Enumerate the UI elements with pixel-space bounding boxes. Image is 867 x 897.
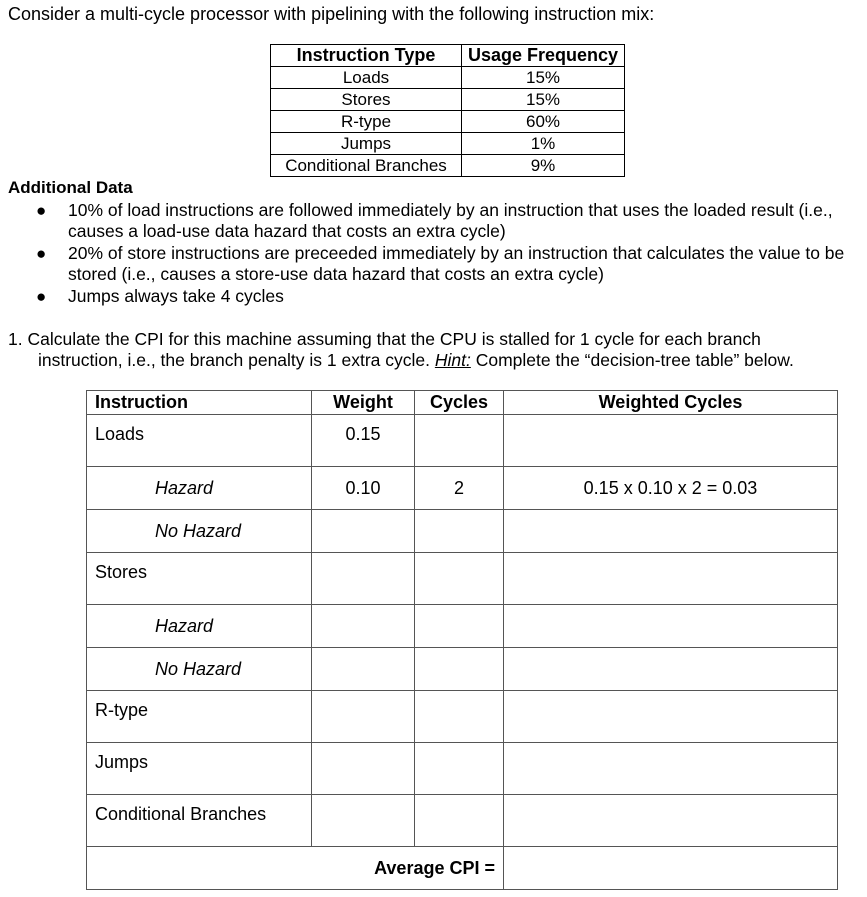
additional-data-list bbox=[36, 200, 856, 308]
cycles-cell[interactable] bbox=[415, 648, 504, 691]
weight-cell[interactable] bbox=[312, 553, 415, 605]
weight-cell[interactable] bbox=[312, 691, 415, 743]
weighted-cycles-cell[interactable] bbox=[504, 510, 838, 553]
cycles-cell[interactable] bbox=[415, 743, 504, 795]
instruction-cell: R-type bbox=[87, 691, 312, 743]
list-item bbox=[36, 243, 856, 285]
instruction-cell: Loads bbox=[87, 415, 312, 467]
table-header-row bbox=[87, 391, 838, 415]
table-row bbox=[87, 648, 838, 691]
instruction-cell: Conditional Branches bbox=[87, 795, 312, 847]
cycles-cell[interactable]: 2 bbox=[415, 467, 504, 510]
average-cpi-row bbox=[87, 847, 838, 890]
bullet-icon: ● bbox=[36, 287, 47, 306]
instruction-type-cell: Jumps bbox=[271, 133, 462, 155]
instruction-mix-table bbox=[270, 44, 625, 177]
usage-frequency-cell: 1% bbox=[462, 133, 625, 155]
cycles-cell[interactable] bbox=[415, 605, 504, 648]
bullet-text: Jumps always take 4 cycles bbox=[68, 286, 284, 306]
table-row bbox=[87, 415, 838, 467]
average-cpi-label: Average CPI = bbox=[87, 847, 504, 890]
hint-label: Hint: bbox=[434, 350, 471, 370]
cycles-cell[interactable] bbox=[415, 691, 504, 743]
header-usage-frequency: Usage Frequency bbox=[462, 45, 625, 67]
header-instruction-type: Instruction Type bbox=[271, 45, 462, 67]
header-weight: Weight bbox=[312, 391, 415, 415]
weighted-cycles-cell[interactable] bbox=[504, 553, 838, 605]
table-header-row bbox=[271, 45, 625, 67]
instruction-type-cell: R-type bbox=[271, 111, 462, 133]
bullet-icon: ● bbox=[36, 201, 47, 220]
average-cpi-value[interactable] bbox=[504, 847, 838, 890]
question-1 bbox=[8, 329, 858, 371]
cycles-cell[interactable] bbox=[415, 415, 504, 467]
table-row bbox=[271, 89, 625, 111]
weighted-cycles-cell[interactable] bbox=[504, 795, 838, 847]
instruction-cell: Jumps bbox=[87, 743, 312, 795]
cycles-cell[interactable] bbox=[415, 553, 504, 605]
table-row bbox=[271, 155, 625, 177]
header-weighted-cycles: Weighted Cycles bbox=[504, 391, 838, 415]
instruction-cell: No Hazard bbox=[87, 510, 312, 553]
header-instruction: Instruction bbox=[87, 391, 312, 415]
bullet-text: 20% of store instructions are preceeded immediately by an instruction that calculates the value to be stored (i.e., causes a store-use data hazard that costs an extra cycle) bbox=[68, 243, 845, 284]
weighted-cycles-cell[interactable] bbox=[504, 415, 838, 467]
usage-frequency-cell: 15% bbox=[462, 67, 625, 89]
table-row bbox=[271, 133, 625, 155]
weight-cell[interactable] bbox=[312, 743, 415, 795]
usage-frequency-cell: 15% bbox=[462, 89, 625, 111]
weighted-cycles-cell[interactable] bbox=[504, 648, 838, 691]
table-row bbox=[87, 510, 838, 553]
table-row bbox=[271, 111, 625, 133]
table-row bbox=[87, 795, 838, 847]
intro-text: Consider a multi-cycle processor with pipelining with the following instruction mix: bbox=[8, 4, 655, 24]
weight-cell[interactable]: 0.15 bbox=[312, 415, 415, 467]
weight-cell[interactable]: 0.10 bbox=[312, 467, 415, 510]
instruction-type-cell: Conditional Branches bbox=[271, 155, 462, 177]
bullet-text: 10% of load instructions are followed immediately by an instruction that uses the loaded result (i.e., causes a load-use data hazard that costs an extra cycle) bbox=[68, 200, 833, 241]
weighted-cycles-cell[interactable] bbox=[504, 605, 838, 648]
weight-cell[interactable] bbox=[312, 605, 415, 648]
instruction-type-cell: Loads bbox=[271, 67, 462, 89]
weight-cell[interactable] bbox=[312, 795, 415, 847]
weighted-cycles-cell[interactable] bbox=[504, 743, 838, 795]
question-line-1: 1. Calculate the CPI for this machine assuming that the CPU is stalled for 1 cycle for each branch bbox=[8, 329, 761, 349]
table-row bbox=[271, 67, 625, 89]
table-row bbox=[87, 605, 838, 648]
instruction-cell: No Hazard bbox=[87, 648, 312, 691]
question-text: Complete the “decision-tree table” below. bbox=[470, 350, 794, 370]
instruction-cell: Stores bbox=[87, 553, 312, 605]
weighted-cycles-cell[interactable]: 0.15 x 0.10 x 2 = 0.03 bbox=[504, 467, 838, 510]
usage-frequency-cell: 60% bbox=[462, 111, 625, 133]
cycles-cell[interactable] bbox=[415, 510, 504, 553]
table-row bbox=[87, 467, 838, 510]
bullet-icon: ● bbox=[36, 244, 47, 263]
instruction-cell: Hazard bbox=[87, 605, 312, 648]
table-row bbox=[87, 553, 838, 605]
table-row bbox=[87, 743, 838, 795]
table-row bbox=[87, 691, 838, 743]
usage-frequency-cell: 9% bbox=[462, 155, 625, 177]
decision-tree-table bbox=[86, 390, 838, 890]
list-item bbox=[36, 286, 856, 307]
weight-cell[interactable] bbox=[312, 648, 415, 691]
additional-data-heading: Additional Data bbox=[8, 178, 133, 197]
instruction-cell: Hazard bbox=[87, 467, 312, 510]
question-text: instruction, i.e., the branch penalty is 1 extra cycle. bbox=[38, 350, 435, 370]
list-item bbox=[36, 200, 856, 242]
weighted-cycles-cell[interactable] bbox=[504, 691, 838, 743]
question-line-2 bbox=[8, 350, 858, 371]
weight-cell[interactable] bbox=[312, 510, 415, 553]
header-cycles: Cycles bbox=[415, 391, 504, 415]
instruction-type-cell: Stores bbox=[271, 89, 462, 111]
cycles-cell[interactable] bbox=[415, 795, 504, 847]
